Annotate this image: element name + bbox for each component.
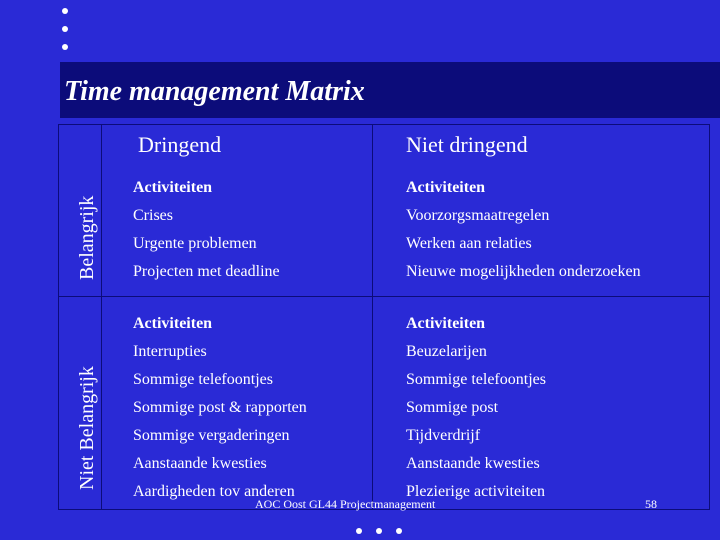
list-item: Nieuwe mogelijkheden onderzoeken [406,263,641,280]
quadrant-important-urgent [133,174,280,286]
slide-title: Time management Matrix [64,76,365,107]
decorative-dot [356,528,362,534]
list-item: Aardigheden tov anderen [133,483,295,500]
column-header-not-urgent: Niet dringend [406,132,528,157]
quadrant-not-important-urgent [133,310,307,506]
list-item: Sommige telefoontjes [406,371,546,388]
decorative-dot [62,44,68,50]
list-item: Interrupties [133,343,207,360]
matrix-divider [101,124,102,510]
list-item: Beuzelarijen [406,343,487,360]
list-item: Voorzorgsmaatregelen [406,207,550,224]
matrix-divider [58,296,710,297]
row-header-important: Belangrijk [76,195,98,280]
list-item: Sommige post [406,399,499,416]
list-item: Sommige telefoontjes [133,371,273,388]
quadrant-heading: Activiteiten [133,179,213,196]
quadrant-heading: Activiteiten [406,179,486,196]
footer-text: AOC Oost GL44 Projectmanagement [255,497,436,511]
page-number: 58 [645,497,657,511]
list-item: Tijdverdrijf [406,427,481,444]
row-header-not-important: Niet Belangrijk [76,366,98,490]
list-item: Aanstaande kwesties [406,455,540,472]
decorative-dot [396,528,402,534]
list-item: Urgente problemen [133,235,257,252]
list-item: Sommige vergaderingen [133,427,290,444]
list-item: Projecten met deadline [133,263,280,280]
list-item: Werken aan relaties [406,235,532,252]
decorative-dot [376,528,382,534]
quadrant-not-important-not-urgent [406,310,546,506]
matrix-divider [372,124,373,510]
quadrant-heading: Activiteiten [133,315,213,332]
quadrant-heading: Activiteiten [406,315,486,332]
quadrant-important-not-urgent [406,174,641,286]
column-header-urgent: Dringend [138,132,222,157]
decorative-dot [62,26,68,32]
list-item: Crises [133,207,173,224]
decorative-dot [62,8,68,14]
list-item: Aanstaande kwesties [133,455,267,472]
list-item: Plezierige activiteiten [406,483,546,500]
list-item: Sommige post & rapporten [133,399,307,416]
